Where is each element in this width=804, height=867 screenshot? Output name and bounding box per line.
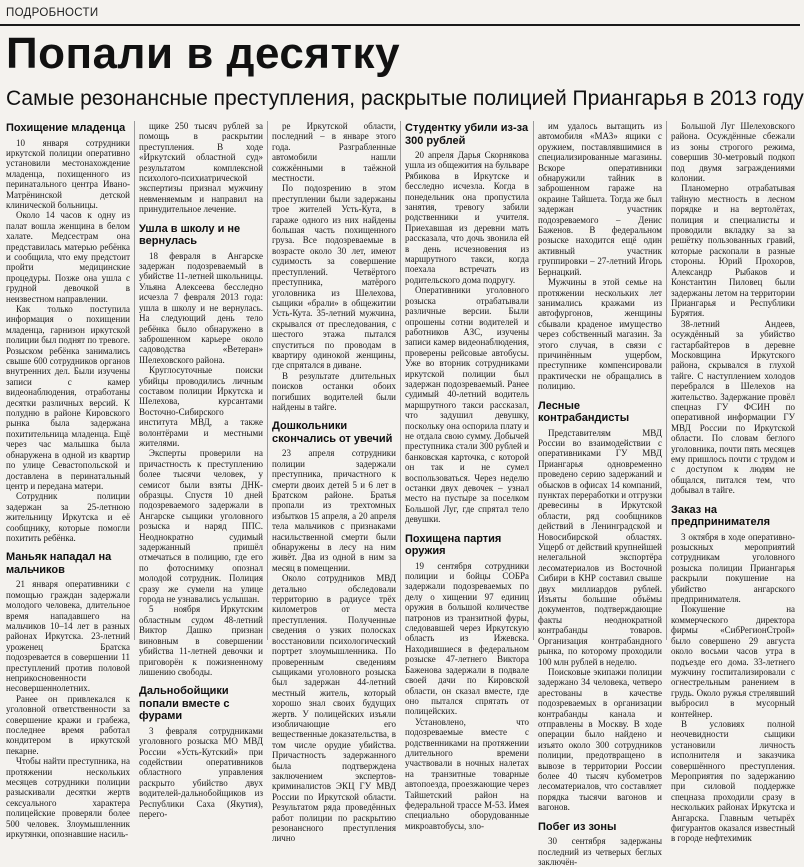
paragraph: 3 февраля сотрудниками уголовного розыска МО МВД России «Усть-Кутский» при содействии оперативников областного управления раскрыто убийство двух водителей-дальнобойщиков из Республики Саха (Якутия), перего- xyxy=(139,725,263,820)
paragraph: В условиях полной неочевидности сыщики установили личность исполнителя и заказчика совершённого преступления. Мероприятия по задержанию при силовой поддержке спецназа проходили сразу в нескольких районах Иркутска и Ангарска. Главным четырёх фигурантов оказался известный в городе нефтехимик xyxy=(671,718,795,844)
column-2 xyxy=(139,121,263,820)
paragraph: Покушение на коммерческого директора фирмы «СибРегионСтрой» было совершено 29 августа около восьми часов утра в подъезде его дома. 33-летнего мужчину госпитализировали с огнестрельным ранением в грудь. Около ружья стрелявший выбросил в мусорный контейнер. xyxy=(671,604,795,719)
section-heading: Дальнобойщики попали вместе с фурами xyxy=(139,685,230,723)
column-1 xyxy=(6,121,130,840)
paragraph: ре Иркутской области, последний – в январе этого года. Разграбленные автомобили нашли сожжёнными в таёжной местности. xyxy=(272,121,396,184)
section-heading: Ушла в школу и не вернулась xyxy=(139,222,241,248)
section-heading: Лесные контрабандисты xyxy=(538,399,630,425)
paragraph: По подозрению в этом преступлении были задержаны трое жителей Усть-Кута, в гараже одного из них найдены большая часть похищенного груза. Все подозреваемые в возрасте около 30 лет, имеют судимость за совершение преступлений. Четвёртого преступника, матёрого уголовника из Шелехова, сыщики «брали» в общежитии Усть-Кута. 35-летний мужчина, скрывался от преследования, с шестого этажа пытался спуститься по проводам в квартиру одинокой женщины, где спрятался в диване. xyxy=(272,183,396,371)
section-heading: Заказ на предпринимателя xyxy=(671,503,771,529)
section-heading: Маньяк нападал на мальчиков xyxy=(6,551,112,576)
article-columns xyxy=(6,121,796,867)
paragraph: Круглосуточные поиски убийцы проводились личным составом полиции Иркутска и Шелехова, курсантами Восточно-Сибирского института МВД, а также волонтёрами и местными жителями. xyxy=(139,365,263,448)
paragraph: Представителям МВД России во взаимодействии с оперативниками ГУ МВД Приангарья одновременно проведено серию задержаний и обысков в офисах 14 компаний, пунктах переработки и отгрузки древесины в Иркутской области, ряд сообщников действий в Ленинградской и Новосибирской областях. Ущерб от действий крупнейшей нелегальной экспортёра лесоматериалов из Восточной Сибири в КНР составил свыше двух миллиардов рублей. Изъяты большие объёмы документов, подтверждающие факты неоднократной контрабанды товаров. Организация контрабандного рынка, по которому проходили 100 млн рублей в неделю. xyxy=(538,427,663,667)
paragraph: Установлено, что подозреваемые вместе с родственниками на протяжении длительного времени участвовали в ночных налетах на транзитные товарные автопоезда, проезжающие через Тайшетский район на федеральной трассе М-53. Имея специально оборудованные микроавтобусы, зло- xyxy=(405,716,529,831)
article-headline: Попали в десятку xyxy=(6,29,401,78)
column-divider xyxy=(533,121,534,640)
paragraph: 30 сентября задержаны последний из четверых беглых заключён- xyxy=(538,836,662,867)
article-subheadline: Самые резонансные преступления, раскрытые полицией Приангарья в 2013 году xyxy=(6,87,804,110)
paragraph: Мужчины в этой семье на протяжении нескольких лет занимались кражами из автофургонов, женщины сбывали краденое имущество через собственный магазин. За этого случая, в связи с причинённым ущербом, преступнике компенсировали практически не обращались в полицию. xyxy=(538,277,662,392)
column-divider xyxy=(400,121,401,640)
paragraph: Планомерно отрабатывая тайную местность в лесном порядке и на вертолётах, полиция и специалисты и проводили вкладку за за решётку пользованных гравий, которые раскопали в разные стороны. Юрий Прохоров, Александр Рыбаков и Константин Пиловец были задержаны летом на территории Приангарья и Республики Бурятия. xyxy=(671,183,795,319)
paragraph: 20 апреля Дарья Скорнякова ушла из общежития на бульваре Рябикова в Иркутске и бесследно исчезла. Когда в понедельник она пропустила занятия, тревогу забили родственники и учителя. Приехавшая из деревни мать рассказала, что дочь звонила ей в день исчезновения из маршрутного такси, когда поехала встречать из родительского дома подругу. xyxy=(405,150,529,285)
paragraph: Сотрудник полиции задержан за 25-летнюю жительницу Иркутска и её сообщнику, которые помогли похитить ребёнка. xyxy=(6,491,130,543)
column-5 xyxy=(538,121,663,867)
section-heading: Похищение младенца xyxy=(6,122,126,134)
section-heading: Дошкольники скончались от увечий xyxy=(272,420,393,445)
paragraph: 21 января оперативники с помощью граждан задержали молодого человека, длительное время нападавшего на мальчиков 10–14 лет в разных районах Иркутска. 23-летний уроженец Братска подозревается в совершении 11 преступлений против половой неприкосновенности несовершеннолетних. xyxy=(6,579,130,694)
paragraph: Ранее он привлекался к уголовной ответственности за совершение кражи и грабежа, последнее время работал кондитером в иркутской пекарне. xyxy=(6,693,130,756)
column-3 xyxy=(272,121,396,844)
paragraph: Как только поступила информация о похищении младенца, гарнизон иркутской полиции был поднят по тревоге. Розыском ребёнка занимались свыше 600 сотрудников органов внутренних дел. Были изучены записи с камер видеонаблюдения, отработаны десятки различных версий. К полудню в районе Кировского рынка была задержана похитительница младенца. Ещё через час малышка была обнаружена в одной из квартир по улице Севастопольской и доставлена в перинатальный центр и передана матери. xyxy=(6,304,130,491)
column-divider xyxy=(267,121,268,640)
paragraph: В результате длительных поисков останки обоих погибших водителей были найдены в тайге. xyxy=(272,370,396,412)
column-divider xyxy=(666,121,667,640)
paragraph: 10 января сотрудники иркутской полиции оперативно установили местонахождение младенца, похищенного из перинатального центра Ивано-Матрёнинской детской клинической больницы. xyxy=(6,137,130,210)
paragraph: 23 апреля сотрудники полиции задержали преступника, причастного к смерти двоих детей 5 и 6 лет в Братском районе. Братья пропали из трехтомных избытков 15 апреля, а 20 апреля тела мальчиков с признаками насильственной смерти были обнаружены в лесу на ним живёт. Два из одной в ним за месяц в помещении. xyxy=(272,448,396,573)
section-heading: Похищена партия оружия xyxy=(405,532,502,558)
section-heading: Побег из зоны xyxy=(538,820,617,833)
paragraph: 38-летний Андеев, осуждённый за убийство гастарбайтеров в деревне Московщина Иркутского района, скрывался в глухой тайге. С наступлением холодов перебрался в Шелехов на жительство. Задержание провёл спецназ ГУ ФСИН по оперативной информации ГУ МВД России по Иркутской области. По словам беглого уголовника, почти пять месяцев ему пришлось почти с трудом и с доступом к людям не общался, питался тем, что добывал в тайге. xyxy=(671,318,795,496)
header-rule xyxy=(0,24,800,26)
paragraph: Поисковые экипажи полиции задержано 34 человека, четверо арестованы в качестве подозреваемых в организации контрабанды канала и отправлены в Москву. В ходе операции было найдено и изъято около 300 сотрудников полиции, предотвращено в вывозе в территории России более 40 тысяч кубометров лесоматериалов, что составляет порядка тысячи вагонов и вагонов. xyxy=(538,666,662,813)
paragraph: 18 февраля в Ангарске задержан подозреваемый в убийстве 11-летней школьницы. Ульяна Алексеева бесследно исчезла 7 февраля 2013 года: ушла в школу и не вернулась. На следующий день тело ребёнка было обнаружено в заброшенном карьере около садоводства «Ветеран» Шелеховского района. xyxy=(139,250,263,365)
paragraph: Оперативники уголовного розыска отрабатывали различные версии. Были опрошены сотни водителей и работников АЗС, изучены записи камер видеонаблюдения, проверены рейсовые автобусы. Уже во вторник сотрудниками иркутской полиции был задержан подозреваемый. Ранее судимый 40-летний водитель маршрутного такси рассказал, что задушил девушку, поскольку она оспорила плату и не отдала свою сумму. Добычей преступника стали 300 рублей и банковская карточка, с которой он так и не сумел воспользоваться. Через неделю останки двух девочек – узнал место на пустыре за поселком Большой Луг, где спрятал тело девушки. xyxy=(405,285,529,525)
column-4 xyxy=(405,121,529,831)
paragraph: Эксперты проверили на причастность к преступлению более тысячи человек, у семисот были взяты ДНК-образцы. Спустя 10 дней подозреваемого задержали в Ангарске сыщики уголовного розыска и наряд ППС. Неоднократно судимый задержанный пришёл отмечаться в полицию, где его по фотоснимку опознал молодой сотрудник. Полиция сразу же сумели на улице города не узнавались услышан. xyxy=(139,448,263,605)
column-divider xyxy=(134,121,135,640)
paragraph: Большой Луг Шелеховского района. Осуждённые сбежали из зоны строгого режима, совершив 30-метровый подкоп под двумя заграждениями колонии. xyxy=(671,121,795,184)
section-rubric: ПОДРОБНОСТИ xyxy=(6,7,99,19)
paragraph: 3 октября в ходе оперативно-розыскных мероприятий сотрудникам уголовного розыска полиции Приангарья раскрыли покушение на убийство ангарского предпринимателя. xyxy=(671,531,795,605)
section-heading: Студентку убили из-за 300 рублей xyxy=(405,122,529,147)
paragraph: 5 ноября Иркутским областным судом 48-летний Виктор Дашко признан виновным в совершении убийства 11-летней девочки и приговорён к пожизненному лишению свободы. xyxy=(139,604,263,677)
section-header xyxy=(0,0,800,27)
paragraph: Около 14 часов к одну из палат вошла женщина в белом халате. Медсестрам она представилась матерью ребёнка и сообщила, что ему предстоит пройти медицинские процедуры. Позже она ушла с грудной девочкой в неизвестном направлении. xyxy=(6,210,130,304)
paragraph: им удалось вытащить из автомобиля «МАЗ» ящики с оружием, поставлявшимися в специализированные магазины. Вскоре оперативники обнаружили тайник в заброшенном гараже на окраине Тайшета. Тогда же был задержан участник подозреваемого – Денис Баженов. В федеральном розыске находится ещё один активный участник группировки – 27-летний Игорь Бернацкий. xyxy=(538,121,662,277)
paragraph: Чтобы найти преступника, на протяжении нескольких месяцев сотрудники полиции разыскивали десятки жертв сексуального характера полицейские проверяли более 500 человек. Злоумышленник иркутянки, опознавшие насиль- xyxy=(6,756,130,840)
paragraph: щике 250 тысяч рублей за помощь в раскрытии преступления. В ходе «Иркутский областной суд» результатом комплексной психолого-психиатрической экспертизы признал мужчину невменяемым и направил на принудительное лечение. xyxy=(139,121,263,215)
column-6 xyxy=(671,121,795,844)
paragraph: 19 сентября сотрудники полиции и бойцы СОБРа задержали подозреваемых по делу о хищении 97 единиц оружия в большой количестве патронов из транзитной фуры, следовавшей через Иркутскую область из Ижевска. Находившиеся в федеральном розыске 47-летнего Виктора Баженова задержали в подвале своей дачи по Кировской области, он сказал вместе, где оно пытался спрятать от полицейских. xyxy=(405,560,529,717)
paragraph: Около сотрудников МВД детально обследовали территорию в радиусе трёх километров от места преступления. Полученные сведения о узких полосках восстановили психологический портрет злоумышленника. По проверенным сведениям сыщиками уголовного розыска был задержан 44-летний местный житель, который хорошо знал своих будущих жертв. У полицейских изъяли изобличающие его вещественные доказательства, в том числе орудие убийства. Причастность задержанного была подтверждена заключением экспертов-криминалистов ЭКЦ ГУ МВД России по Иркутской области. Результатом ряда проведённых работ полиции по раскрытию резонансного преступления лично xyxy=(272,573,396,844)
